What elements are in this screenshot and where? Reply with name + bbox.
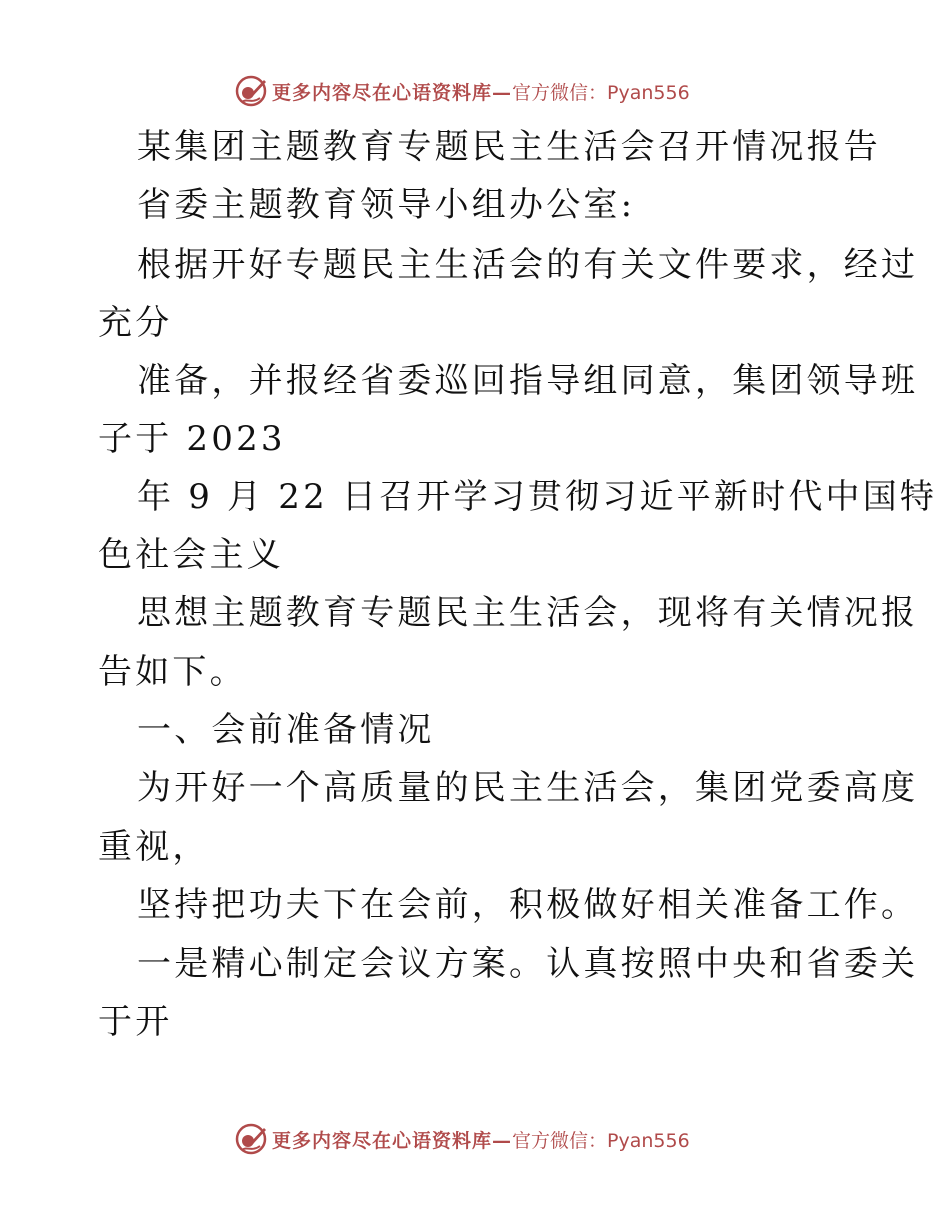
logo-icon <box>234 74 268 108</box>
banner-text: 更多内容尽在心语资料库— <box>272 81 513 104</box>
paragraph-line: 充分 <box>98 303 173 343</box>
banner-text: 更多内容尽在心语资料库— <box>272 1129 513 1152</box>
banner-contact: 官方微信：Pyan556 <box>512 1129 690 1152</box>
document-title: 某集团主题教育专题民主生活会召开情况报告 <box>137 127 881 167</box>
paragraph-line: 于开 <box>98 1002 173 1042</box>
header-banner <box>234 74 690 108</box>
paragraph-line: 思想主题教育专题民主生活会，现将有关情况报 <box>137 593 919 633</box>
footer-banner <box>234 1122 690 1156</box>
paragraph-line: 根据开好专题民主生活会的有关文件要求，经过 <box>137 245 919 285</box>
paragraph-line: 一是精心制定会议方案。认真按照中央和省委关 <box>137 944 919 984</box>
section-heading: 一、会前准备情况 <box>137 710 435 750</box>
paragraph-line: 色社会主义 <box>98 535 284 575</box>
paragraph-line: 告如下。 <box>98 652 247 692</box>
banner-contact: 官方微信：Pyan556 <box>512 81 690 104</box>
paragraph-line: 子于 2023 <box>98 419 286 459</box>
paragraph-line: 准备，并报经省委巡回指导组同意，集团领导班 <box>137 361 919 401</box>
paragraph-line: 年 9 月 22 日召开学习贯彻习近平新时代中国特 <box>137 477 938 517</box>
recipient-line: 省委主题教育领导小组办公室: <box>137 185 636 225</box>
paragraph-line: 为开好一个高质量的民主生活会，集团党委高度 <box>137 768 919 808</box>
paragraph-line: 坚持把功夫下在会前，积极做好相关准备工作。 <box>137 885 919 925</box>
logo-icon <box>234 1122 268 1156</box>
paragraph-line: 重视， <box>98 827 210 867</box>
